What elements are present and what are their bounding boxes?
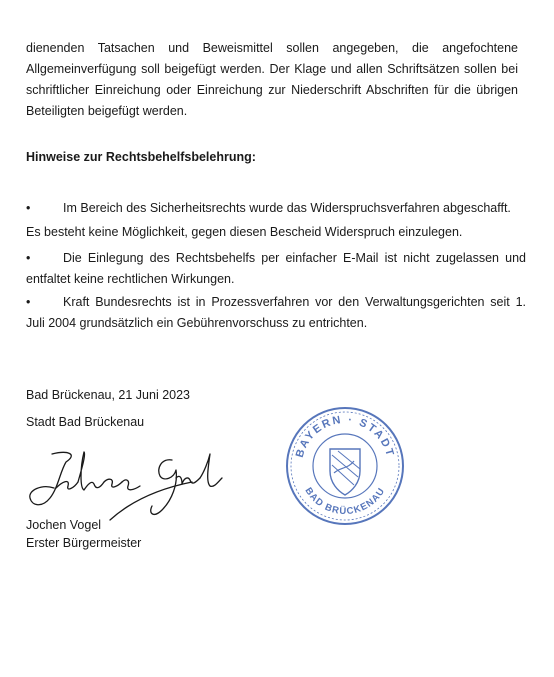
- official-seal-stamp: [282, 403, 408, 529]
- svg-text:BAD BRÜCKENAU: BAD BRÜCKENAU: [302, 485, 388, 518]
- bullet-item-3: [26, 292, 526, 334]
- signer-name: Jochen Vogel: [26, 518, 102, 532]
- plain-line: Es besteht keine Möglichkeit, gegen diesen Bescheid Widerspruch einzulegen.: [26, 225, 463, 239]
- bullet-icon: •: [26, 295, 31, 309]
- place-date: Bad Brückenau, 21 Juni 2023: [26, 388, 191, 402]
- bullet-item-2: [26, 248, 526, 290]
- issuer-name: Stadt Bad Brückenau: [26, 415, 145, 429]
- bullet-text-1: Im Bereich des Sicherheitsrechts wurde das Widerspruchsverfahren abgeschafft.: [63, 201, 511, 215]
- bullet-item-1: [26, 198, 526, 219]
- bullet-text-3: Kraft Bundesrechts ist in Prozessverfahren vor den Verwaltungsgerichten seit 1. Juli 2004 grundsätzlich ein Gebührenvorschuss zu entrichten.: [26, 295, 526, 330]
- signer-title: Erster Bürgermeister: [26, 536, 142, 550]
- bullet-icon: •: [26, 251, 31, 265]
- bullet-icon: •: [26, 201, 31, 215]
- section-heading: Hinweise zur Rechtsbehelfsbelehrung:: [26, 150, 256, 164]
- bullet-text-2: Die Einlegung des Rechtsbehelfs per einfacher E-Mail ist nicht zugelassen und entfaltet keine rechtlichen Wirkungen.: [26, 251, 526, 286]
- svg-text:BAYERN · STADT: BAYERN · STADT: [293, 413, 397, 460]
- paragraph-top: dienenden Tatsachen und Beweismittel sollen angegeben, die angefochtene Allgemeinverfügung soll beigefügt werden. Der Klage und allen Schriftsätzen sollen bei schriftlicher Einreichung oder Einreichung zur Niederschrift Abschriften für die übrigen Beteiligten beigefügt werden.: [26, 41, 518, 118]
